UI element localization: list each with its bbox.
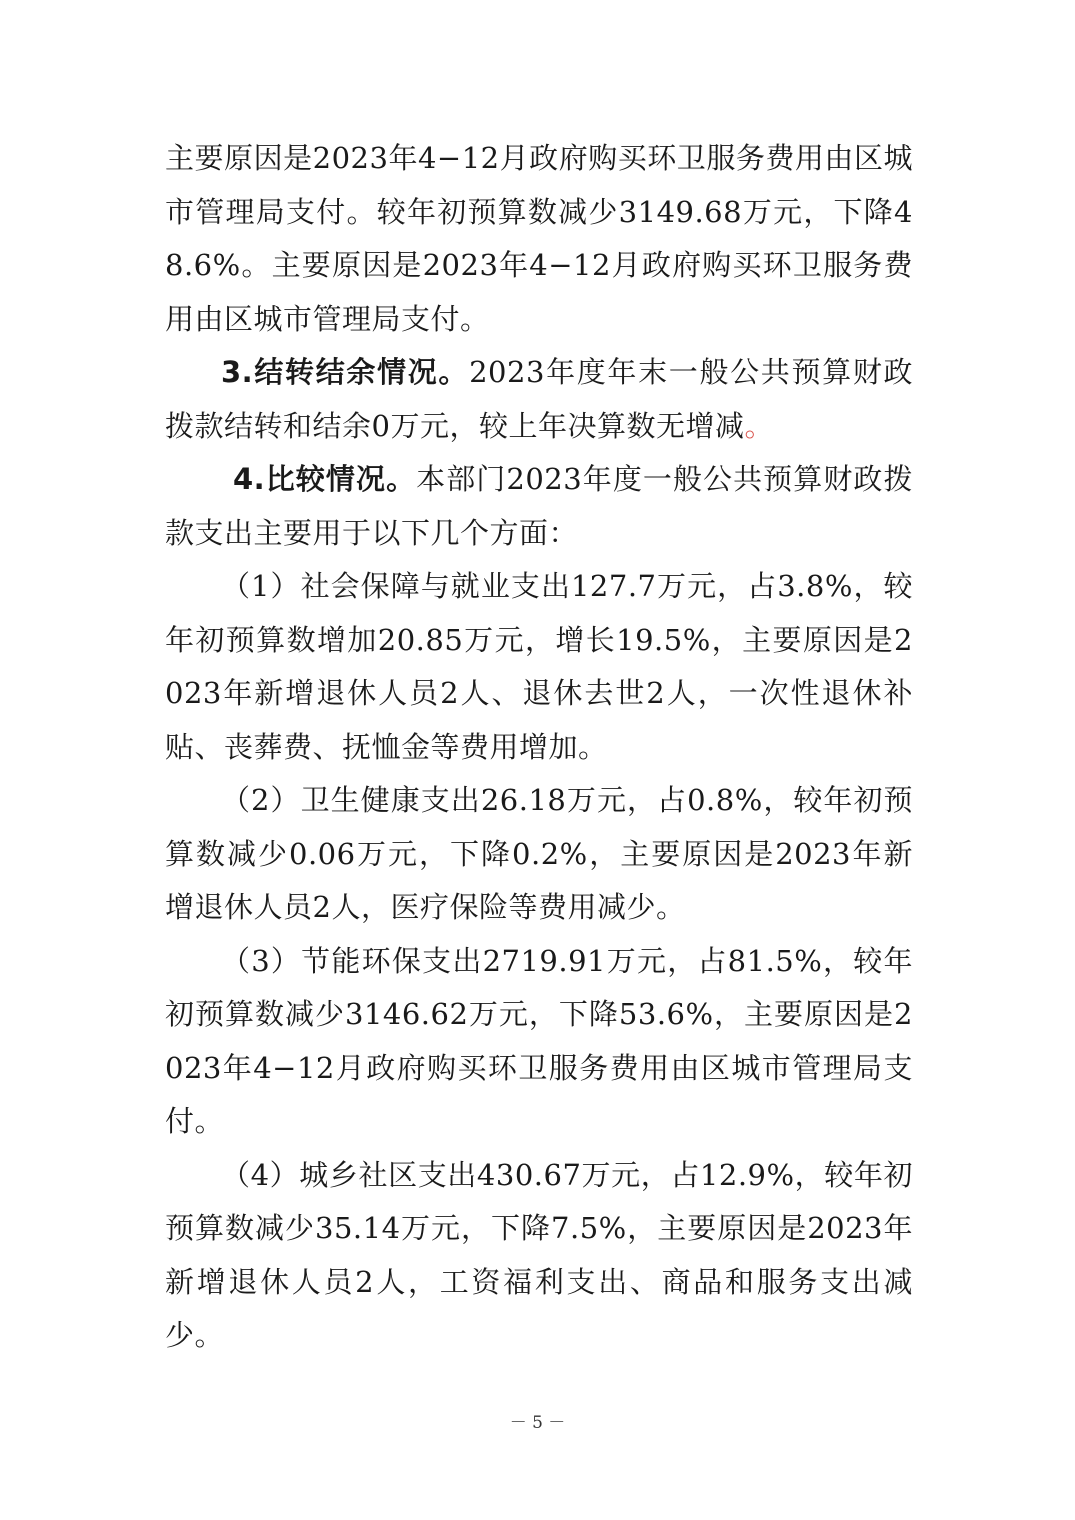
- list-item-social-security: （1）社会保障与就业支出127.7万元，占3.8%，较年初预算数增加20.85万元，增长19.5%，主要原因是2023年新增退休人员2人、退休去世2人，一次性退休补贴、丧葬费、抚恤金等费用增加。: [165, 569, 913, 764]
- list-item-health: （2）卫生健康支出26.18万元，占0.8%，较年初预算数减少0.06万元，下降0.2%，主要原因是2023年新增退休人员2人，医疗保险等费用减少。: [165, 783, 913, 924]
- paragraph-continuation: 主要原因是2023年4−12月政府购买环卫服务费用由区城市管理局支付。较年初预算数减少3149.68万元，下降48.6%。主要原因是2023年4−12月政府购买环卫服务费用由区城市管理局支付。: [165, 141, 913, 336]
- section-heading-carryover: 3.结转结余情况。: [221, 355, 470, 389]
- paragraph-comparison: [165, 453, 913, 560]
- list-item-environment: （3）节能环保支出2719.91万元，占81.5%，较年初预算数减少3146.62万元，下降53.6%，主要原因是2023年4−12月政府购买环卫服务费用由区城市管理局支付。: [165, 943, 913, 1138]
- section-heading-comparison: 4.比较情况。: [233, 462, 417, 496]
- paragraph-carryover: [165, 346, 913, 453]
- comparison-text: 本部门2023年度一般公共预算财政拨款支出主要用于以下几个方面：: [165, 462, 913, 550]
- document-body: [165, 132, 913, 1363]
- red-period-mark: 。: [744, 408, 774, 443]
- carryover-text: 2023年度年末一般公共预算财政拨款结转和结余0万元，较上年决算数无增减: [165, 355, 913, 443]
- page-number: － 5 －: [509, 1413, 566, 1433]
- list-item-urban-community: （4）城乡社区支出430.67万元，占12.9%，较年初预算数减少35.14万元，下降7.5%，主要原因是2023年新增退休人员2人，工资福利支出、商品和服务支出减少。: [165, 1157, 913, 1352]
